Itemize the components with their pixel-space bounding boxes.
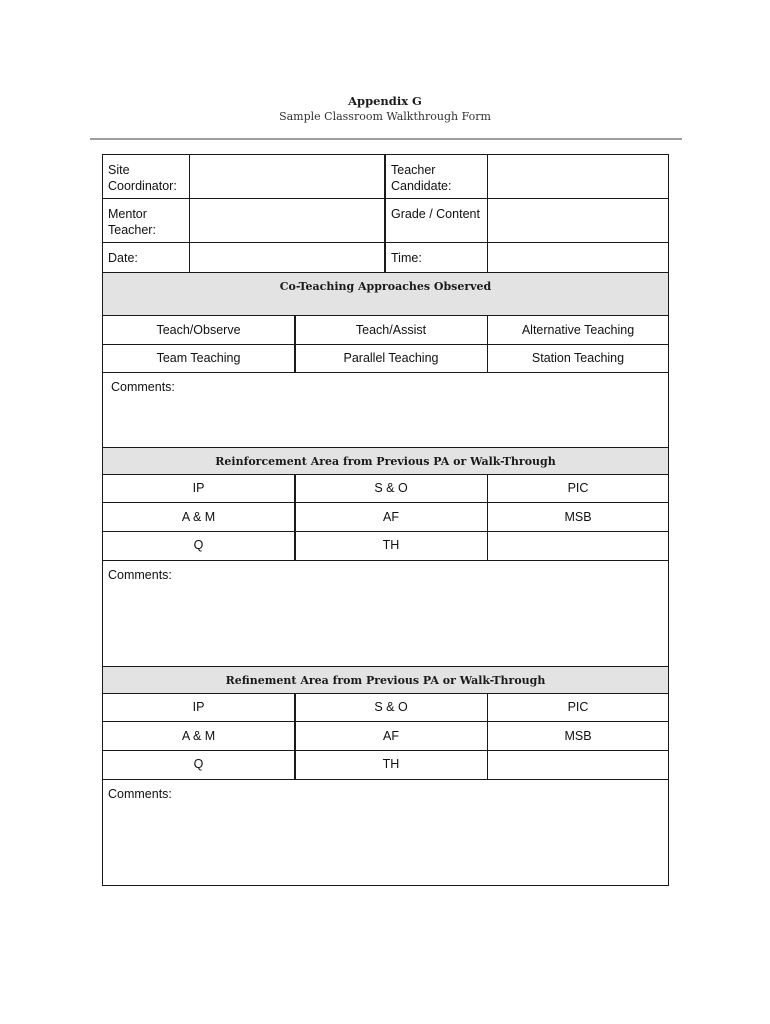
site-coordinator-label: Site Coordinator: <box>108 163 177 193</box>
team-teaching-option[interactable]: Team Teaching <box>156 351 241 365</box>
grid-line <box>102 502 669 503</box>
coteaching-comments-label: Comments: <box>111 380 175 394</box>
grid-line <box>102 315 669 316</box>
grid-line <box>102 447 669 448</box>
reinforcement-comments-field[interactable] <box>103 561 668 666</box>
grid-line <box>102 272 669 273</box>
teacher-candidate-field[interactable] <box>488 155 668 198</box>
reinforcement-pic-option[interactable]: PIC <box>567 481 589 495</box>
refinement-q-option[interactable]: Q <box>193 757 204 771</box>
reinforcement-heading: Reinforcement Area from Previous PA or Walk-Through <box>215 455 556 468</box>
refinement-a-and-m-option[interactable]: A & M <box>181 729 216 743</box>
mentor-teacher-label: Mentor Teacher: <box>108 207 156 237</box>
mentor-teacher-field[interactable] <box>190 199 384 242</box>
teach-observe-option[interactable]: Teach/Observe <box>156 323 241 337</box>
grid-line <box>102 531 669 532</box>
parallel-teaching-option[interactable]: Parallel Teaching <box>343 351 439 365</box>
grid-line <box>102 721 669 722</box>
refinement-pic-option[interactable]: PIC <box>567 700 589 714</box>
grade-content-label: Grade / Content <box>391 207 480 221</box>
reinforcement-msb-option[interactable]: MSB <box>564 510 592 524</box>
reinforcement-af-option[interactable]: AF <box>383 510 399 524</box>
refinement-s-and-o-option[interactable]: S & O <box>374 700 408 714</box>
reinforcement-s-and-o-option[interactable]: S & O <box>374 481 408 495</box>
refinement-af-option[interactable]: AF <box>383 729 399 743</box>
refinement-ip-option[interactable]: IP <box>192 700 205 714</box>
grid-line <box>102 693 669 694</box>
coteaching-comments-field[interactable] <box>103 373 668 447</box>
teach-assist-option[interactable]: Teach/Assist <box>355 323 427 337</box>
refinement-heading: Refinement Area from Previous PA or Walk-Through <box>225 674 546 687</box>
refinement-comments-field[interactable] <box>103 780 668 884</box>
refinement-th-option[interactable]: TH <box>382 757 400 771</box>
reinforcement-th-option[interactable]: TH <box>382 538 400 552</box>
coteaching-heading: Co-Teaching Approaches Observed <box>279 280 492 293</box>
date-label: Date: <box>108 251 138 265</box>
site-coordinator-field[interactable] <box>190 155 384 198</box>
grid-line <box>102 344 669 345</box>
header-divider <box>90 138 682 140</box>
reinforcement-ip-option[interactable]: IP <box>192 481 205 495</box>
date-field[interactable] <box>190 243 384 272</box>
reinforcement-q-option[interactable]: Q <box>193 538 204 552</box>
grid-line <box>384 154 386 272</box>
reinforcement-a-and-m-option[interactable]: A & M <box>181 510 216 524</box>
reinforcement-comments-label: Comments: <box>108 568 172 582</box>
page-title: Appendix G <box>348 94 422 108</box>
refinement-msb-option[interactable]: MSB <box>564 729 592 743</box>
grid-line <box>102 666 669 667</box>
alternative-teaching-option[interactable]: Alternative Teaching <box>521 323 635 337</box>
refinement-comments-label: Comments: <box>108 787 172 801</box>
grid-line <box>102 750 669 751</box>
grid-line <box>102 474 669 475</box>
time-field[interactable] <box>488 243 668 272</box>
time-label: Time: <box>391 251 422 265</box>
station-teaching-option[interactable]: Station Teaching <box>531 351 625 365</box>
page-subtitle: Sample Classroom Walkthrough Form <box>279 110 491 123</box>
grade-content-field[interactable] <box>488 199 668 242</box>
teacher-candidate-label: Teacher Candidate: <box>391 163 452 193</box>
